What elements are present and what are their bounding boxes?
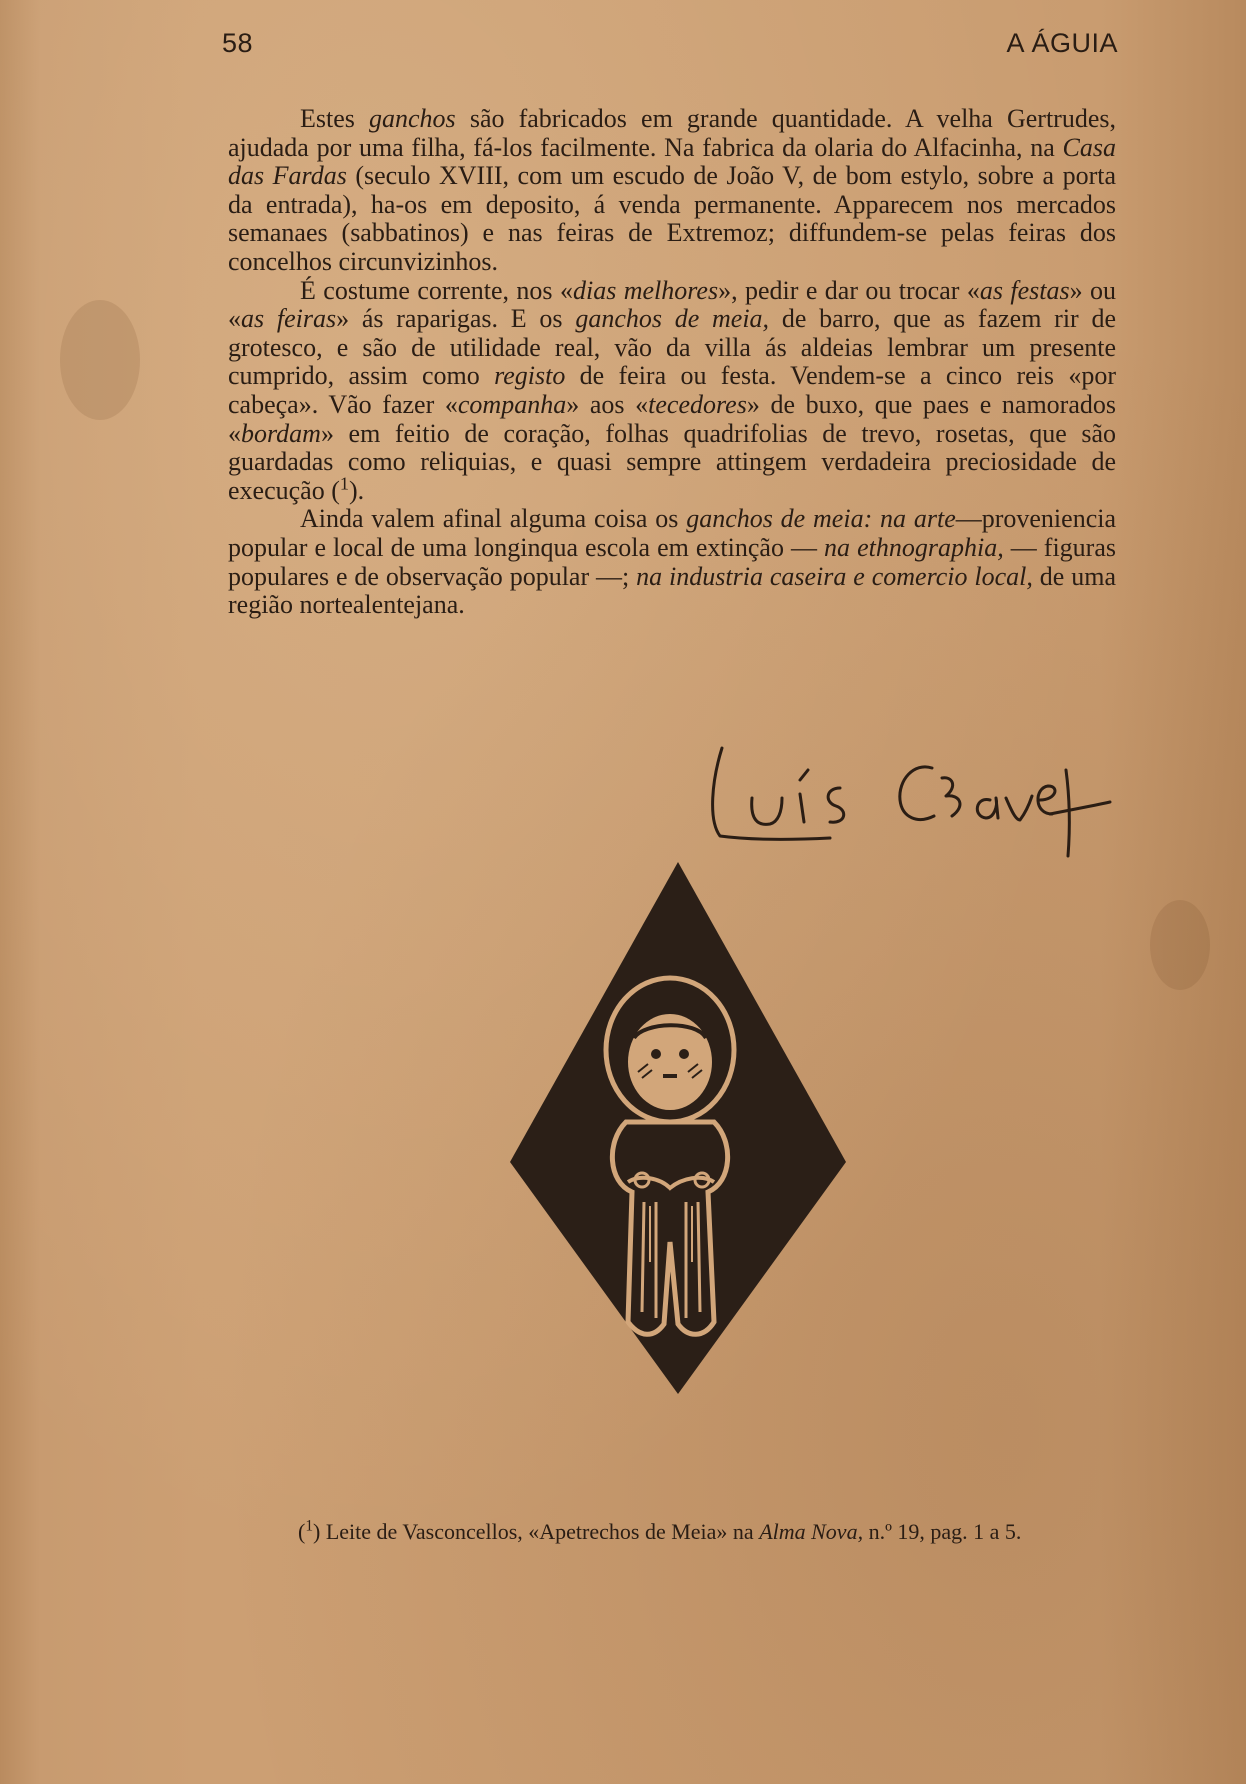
diamond-woodcut [510,862,846,1394]
text-span: » ás raparigas. E os [336,304,576,334]
text-span: n.º 19, pag. 1 a 5. [863,1519,1022,1544]
italic-span: as feiras [241,304,337,334]
text-span: — figuras populares e de observação popular —; [228,532,1116,591]
text-span: de uma região nortealentejana. [228,561,1116,620]
text-span: ) Leite de Vasconcellos, «Apetrechos de Meia» na [313,1519,760,1544]
italic-span: tecedores [648,389,747,419]
italic-span: ganchos de meia: na arte [686,504,956,534]
italic-span: na ethnographia, [824,532,1004,562]
paper-stain [60,300,140,420]
paragraph [228,277,1116,506]
text-span: Ainda valem afinal alguma coisa os [300,504,687,534]
italic-span: ganchos [369,104,456,133]
paper-stain [1150,900,1210,990]
text-span: (seculo XVIII, com um escudo de João V, de bom estylo, sobre a porta da entrada), ha-os em deposito, á venda permanente. Apparecem nos mercados semanaes (sabbatinos) e nas feiras de Extremoz; diffundem-se pelas feiras dos concelhos circunvizinhos. [228,161,1117,276]
journal-title: A ÁGUIA [1006,28,1118,58]
footnote [228,1518,1116,1545]
article-body [228,105,1116,620]
italic-span: as festas [979,275,1070,305]
text-span: » em feitio de coração, folhas quadrifolias de trevo, rosetas, que são guardadas como reliquias, e quasi sempre attingem verdadeira preciosidade de execução ( [228,418,1116,505]
italic-span: na industria caseira e comercio local, [636,561,1033,591]
italic-span: ganchos de meia, [575,304,770,334]
footnote-marker: 1 [339,473,349,494]
text-span: » ou « [228,275,1117,334]
clay-doll-illustration [510,862,846,1394]
footnote-marker: 1 [305,1517,314,1535]
text-span: de barro, que as fazem rir de grotesco, e são de utilidade real, vão da villa ás aldeias lembrar um presente cumprido, assim como [228,304,1117,391]
text-span: » aos « [566,389,649,419]
italic-span: dias melhores [572,275,719,305]
text-span: » de buxo, que paes e namorados « [228,389,1117,448]
author-signature [700,740,1120,860]
paragraph [228,505,1116,619]
paragraph [228,105,1116,277]
italic-span: registo [494,361,566,391]
footnote-text [228,1518,1116,1545]
text-span: ). [348,475,365,505]
running-head [222,28,1118,68]
text-span: de feira ou festa. Vendem-se a cinco reis «por cabeça». Vão fazer « [228,361,1116,419]
text-span: ( [298,1519,306,1544]
text-span: são fabricados em grande quantidade. A velha Gertrudes, ajudada por uma filha, fá-los facilmente. Na fabrica da olaria do Alfacinha, na [228,104,1116,162]
text-span: É costume corrente, nos « [300,275,573,305]
italic-span: Casa das Fardas [228,132,1116,191]
text-span: Estes [300,104,370,133]
page-number: 58 [222,28,254,58]
text-span: », pedir e dar ou trocar « [718,275,980,305]
italic-span: companha [457,389,567,419]
italic-span: Alma Nova, [759,1519,864,1544]
signature-drawing [700,740,1120,860]
text-span: —proveniencia popular e local de uma longinqua escola em extinção — [228,504,1116,562]
italic-span: bordam [241,418,321,448]
